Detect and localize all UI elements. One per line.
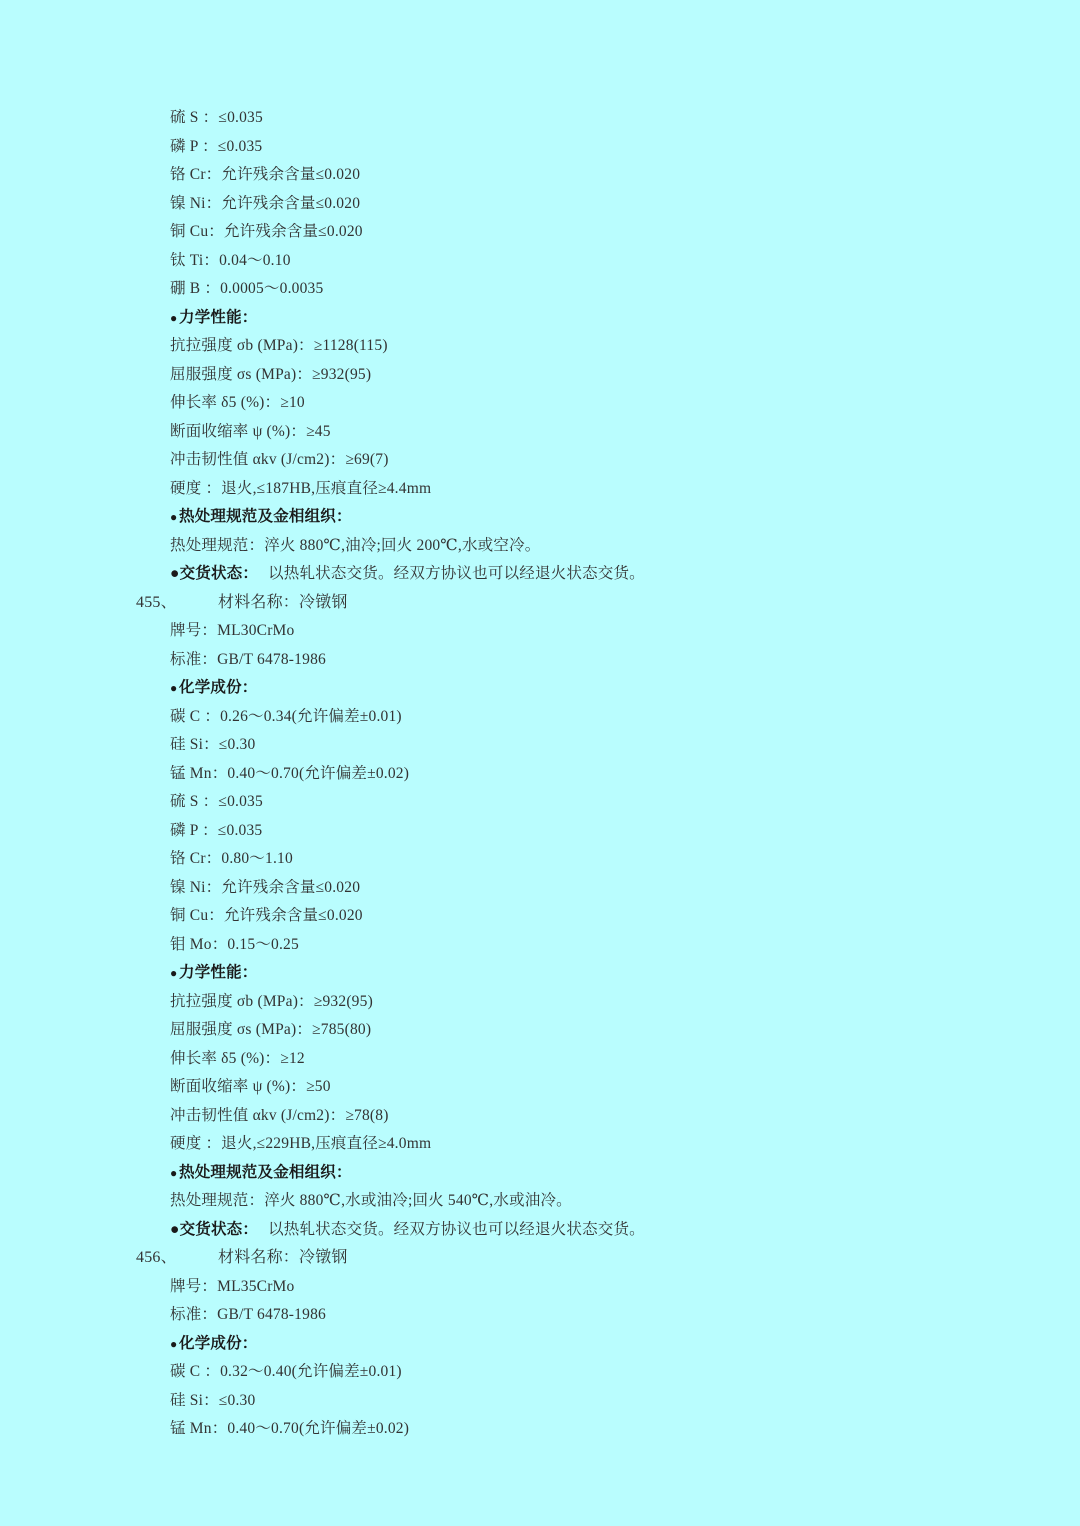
bullet-icon: ● — [170, 510, 178, 524]
property-line: 热处理规范：淬火 880℃,水或油冷;回火 540℃,水或油冷。 — [170, 1192, 572, 1209]
delivery-state-text: 以热轧状态交货。经双方协议也可以经退火状态交货。 — [268, 565, 645, 582]
property-line: 标准：GB/T 6478-1986 — [170, 1306, 326, 1323]
bullet-icon: ● — [170, 565, 180, 582]
section-heading — [0, 674, 1080, 703]
section-heading-text: 力学性能： — [179, 308, 258, 326]
property-line: 硅 Si：≤0.30 — [170, 1391, 256, 1409]
entry-number: 456、 — [136, 1249, 177, 1266]
property-line: 锰 Mn：0.40～0.70(允许偏差±0.02) — [170, 764, 410, 782]
property-line: 硬度 ：退火,≤229HB,压痕直径≥4.0mm — [170, 1135, 432, 1152]
delivery-state-text: 以热轧状态交货。经双方协议也可以经退火状态交货。 — [268, 1220, 645, 1238]
property-line: 硫 S ：≤0.035 — [170, 793, 263, 810]
material-name: 材料名称：冷镦钢 — [218, 1249, 348, 1266]
entry-heading — [0, 589, 1080, 618]
material-name: 材料名称：冷镦钢 — [218, 593, 348, 611]
property-line: 伸长率 δ5 (%)：≥10 — [170, 394, 305, 411]
entry-heading — [0, 1244, 1080, 1273]
section-heading — [0, 503, 1080, 532]
section-heading — [0, 304, 1080, 333]
property-line: 磷 P ：≤0.035 — [170, 137, 263, 155]
section-heading — [0, 1330, 1080, 1359]
property-line: 硅 Si：≤0.30 — [170, 736, 256, 753]
property-line: 屈服强度 σs (MPa)：≥932(95) — [170, 365, 372, 383]
section-heading-text: 热处理规范及金相组织： — [179, 508, 352, 525]
property-line: 锰 Mn：0.40～0.70(允许偏差±0.02) — [170, 1420, 410, 1437]
bullet-icon: ● — [170, 1220, 180, 1238]
property-line: 镍 Ni：允许残余含量≤0.020 — [170, 194, 361, 212]
property-line: 磷 P ：≤0.035 — [170, 821, 263, 839]
property-line: 碳 C ：0.26～0.34(允许偏差±0.01) — [170, 707, 402, 725]
property-line: 硼 B ：0.0005～0.0035 — [170, 280, 324, 297]
property-line: 牌号：ML35CrMo — [170, 1277, 295, 1295]
section-heading-text: 热处理规范及金相组织： — [179, 1163, 352, 1181]
property-line: 抗拉强度 σb (MPa)：≥932(95) — [170, 992, 373, 1010]
section-heading — [0, 959, 1080, 988]
property-line: 屈服强度 σs (MPa)：≥785(80) — [170, 1021, 372, 1038]
property-line: 钼 Mo：0.15～0.25 — [170, 935, 299, 953]
bullet-icon: ● — [170, 1165, 178, 1180]
property-line: 钛 Ti：0.04～0.10 — [170, 251, 291, 269]
property-line: 伸长率 δ5 (%)：≥12 — [170, 1049, 305, 1067]
property-line: 断面收缩率 ψ (%)：≥50 — [170, 1078, 331, 1095]
property-line: 铬 Cr：0.80～1.10 — [170, 850, 293, 867]
property-line: 标准：GB/T 6478-1986 — [170, 650, 326, 668]
property-line: 硫 S ：≤0.035 — [170, 109, 263, 126]
bullet-icon: ● — [170, 310, 178, 325]
section-heading-text: 化学成份： — [179, 679, 258, 696]
section-heading-text: 化学成份： — [179, 1334, 258, 1352]
property-line: 碳 C ：0.32～0.40(允许偏差±0.01) — [170, 1363, 402, 1380]
property-line: 镍 Ni：允许残余含量≤0.020 — [170, 878, 361, 896]
property-line: 铜 Cu：允许残余含量≤0.020 — [170, 223, 363, 240]
bullet-icon: ● — [170, 966, 178, 980]
property-line: 冲击韧性值 αkv (J/cm2)：≥78(8) — [170, 1106, 389, 1124]
property-line: 牌号：ML30CrMo — [170, 622, 295, 639]
document-content — [0, 104, 1080, 1444]
property-line: 断面收缩率 ψ (%)：≥45 — [170, 422, 331, 440]
property-line: 铜 Cu：允许残余含量≤0.020 — [170, 907, 363, 924]
delivery-state-label: 交货状态： — [179, 1220, 259, 1238]
bullet-icon: ● — [170, 681, 178, 695]
property-line: 热处理规范：淬火 880℃,油冷;回火 200℃,水或空冷。 — [170, 536, 541, 554]
delivery-state — [0, 1216, 1080, 1245]
property-line: 冲击韧性值 αkv (J/cm2)：≥69(7) — [170, 451, 389, 468]
bullet-icon: ● — [170, 1336, 178, 1351]
entry-number: 455、 — [136, 593, 177, 611]
property-line: 铬 Cr：允许残余含量≤0.020 — [170, 166, 361, 183]
property-line: 抗拉强度 σb (MPa)：≥1128(115) — [170, 337, 388, 354]
section-heading — [0, 1159, 1080, 1188]
delivery-state — [0, 560, 1080, 589]
delivery-state-label: 交货状态： — [179, 565, 259, 582]
property-line: 硬度 ：退火,≤187HB,压痕直径≥4.4mm — [170, 479, 432, 497]
section-heading-text: 力学性能： — [179, 964, 258, 981]
